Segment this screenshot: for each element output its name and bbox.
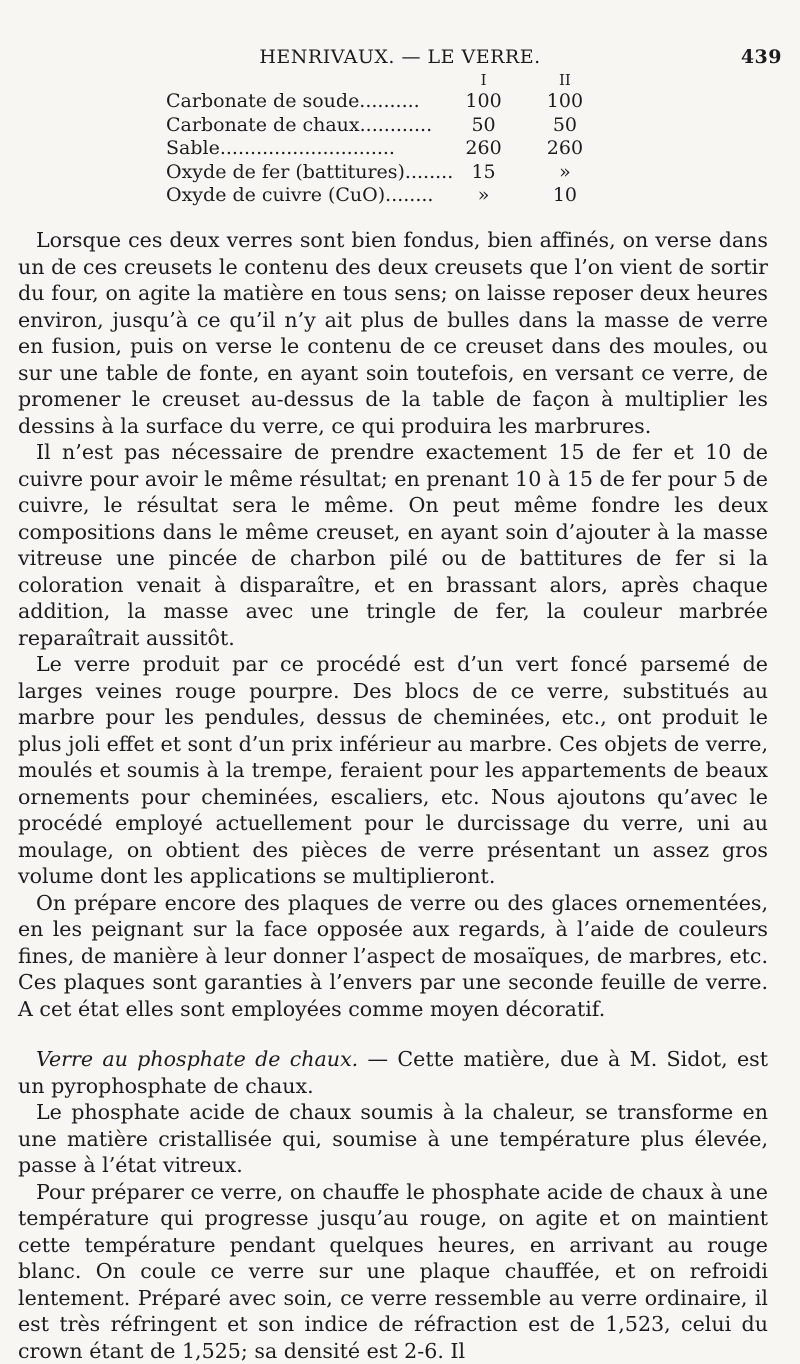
row-label: Carbonate de soude.......... bbox=[166, 90, 453, 114]
table-row bbox=[166, 90, 596, 114]
value-i: 15 bbox=[453, 161, 514, 185]
running-header bbox=[18, 46, 782, 72]
paragraph-painted-plates: On prépare encore des plaques de verre ou des glaces ornementées, en les peignant sur la face opposée aux regards, à l’aide de couleurs fines, de manière à leur donner l’aspect de mosaïques, de marbres, etc. Ces plaques sont garanties à l’envers par une seconde feuille de verre. A cet état elles sont employées comme moyen décoratif. bbox=[18, 890, 768, 1023]
composition-table-wrapper bbox=[166, 70, 596, 208]
paragraph-pouring: Lorsque ces deux verres sont bien fondus, bien affinés, on verse dans un de ces creusets le contenu des deux creusets que l’on vient de sortir du four, on agite la matière en tous sens; on laisse reposer deux heures environ, jusqu’à ce qu’il n’y ait plus de bulles dans la masse de verre en fusion, puis on verse le contenu de ce creuset dans des moules, ou sur une table de fonte, en ayant soin toutefois, en versant ce verre, de promener le creuset au-dessus de la table de façon à multiplier les dessins à la surface du verre, ce qui produira les marbrures. bbox=[18, 227, 768, 439]
column-header-ii: II bbox=[514, 70, 596, 90]
row-label: Oxyde de fer (battitures)........ bbox=[166, 161, 453, 185]
section-intro-text: — Cette matière, due à M. Sidot, est un pyrophosphate de chaux. bbox=[18, 1047, 768, 1098]
value-i: » bbox=[453, 184, 514, 208]
section-gap bbox=[18, 1022, 768, 1046]
paragraph-phosphate-preparation: Pour préparer ce verre, on chauffe le phosphate acide de chaux à une température qui progresse jusqu’au rouge, on agite et on maintient cette température pendant quelques heures, en arrivant au rouge blanc. On coule ce verre sur une plaque chauffée, et on refroidi lentement. Préparé avec soin, ce verre ressemble au verre ordinaire, il est très réfringent et son indice de réfraction est de 1,523, celui du crown étant de 1,525; sa densité est 2-6. Il bbox=[18, 1179, 768, 1364]
column-header-i: I bbox=[453, 70, 514, 90]
value-ii: » bbox=[514, 161, 596, 185]
row-label: Oxyde de cuivre (CuO)........ bbox=[166, 184, 453, 208]
page-number: 439 bbox=[741, 46, 782, 68]
paragraph-phosphate-intro bbox=[18, 1046, 768, 1099]
value-i: 260 bbox=[453, 137, 514, 161]
value-ii: 260 bbox=[514, 137, 596, 161]
section-heading-phosphate: Verre au phosphate de chaux. bbox=[36, 1047, 358, 1071]
table-row bbox=[166, 161, 596, 185]
row-label: Carbonate de chaux............ bbox=[166, 114, 453, 138]
value-ii: 10 bbox=[514, 184, 596, 208]
value-ii: 100 bbox=[514, 90, 596, 114]
running-title: HENRIVAUX. — LE VERRE. bbox=[18, 46, 782, 68]
value-ii: 50 bbox=[514, 114, 596, 138]
table-header-row bbox=[166, 70, 596, 90]
value-i: 100 bbox=[453, 90, 514, 114]
paragraph-marble-glass: Le verre produit par ce procédé est d’un vert foncé parsemé de larges veines rouge pourpre. Des blocs de ce verre, substitués au marbre pour les pendules, dessus de cheminées, etc., ont produit le plus joli effet et sont d’un prix inférieur au marbre. Ces objets de verre, moulés et soumis à la trempe, feraient pour les appartements de beaux ornements pour cheminées, escaliers, etc. Nous ajoutons qu’avec le procédé employé actuellement pour le durcissage du verre, uni au moulage, on obtient des pièces de verre présentant un assez gros volume dont les applications se multiplieront. bbox=[18, 651, 768, 890]
table-row bbox=[166, 184, 596, 208]
table-row bbox=[166, 137, 596, 161]
value-i: 50 bbox=[453, 114, 514, 138]
table-row bbox=[166, 114, 596, 138]
paragraph-phosphate-transformation: Le phosphate acide de chaux soumis à la chaleur, se transforme en une matière cristallisée qui, soumise à une température plus élevée, passe à l’état vitreux. bbox=[18, 1099, 768, 1179]
body-text bbox=[18, 227, 768, 1364]
composition-table bbox=[166, 70, 596, 208]
row-label: Sable............................. bbox=[166, 137, 453, 161]
paragraph-proportions: Il n’est pas nécessaire de prendre exactement 15 de fer et 10 de cuivre pour avoir le même résultat; en prenant 10 à 15 de fer pour 5 de cuivre, le résultat sera le même. On peut même fondre les deux compositions dans le même creuset, en ayant soin d’ajouter à la masse vitreuse une pincée de charbon pilé ou de battitures de fer si la coloration venait à disparaître, et en brassant alors, après chaque addition, la masse avec une tringle de fer, la couleur marbrée reparaîtrait aussitôt. bbox=[18, 439, 768, 651]
